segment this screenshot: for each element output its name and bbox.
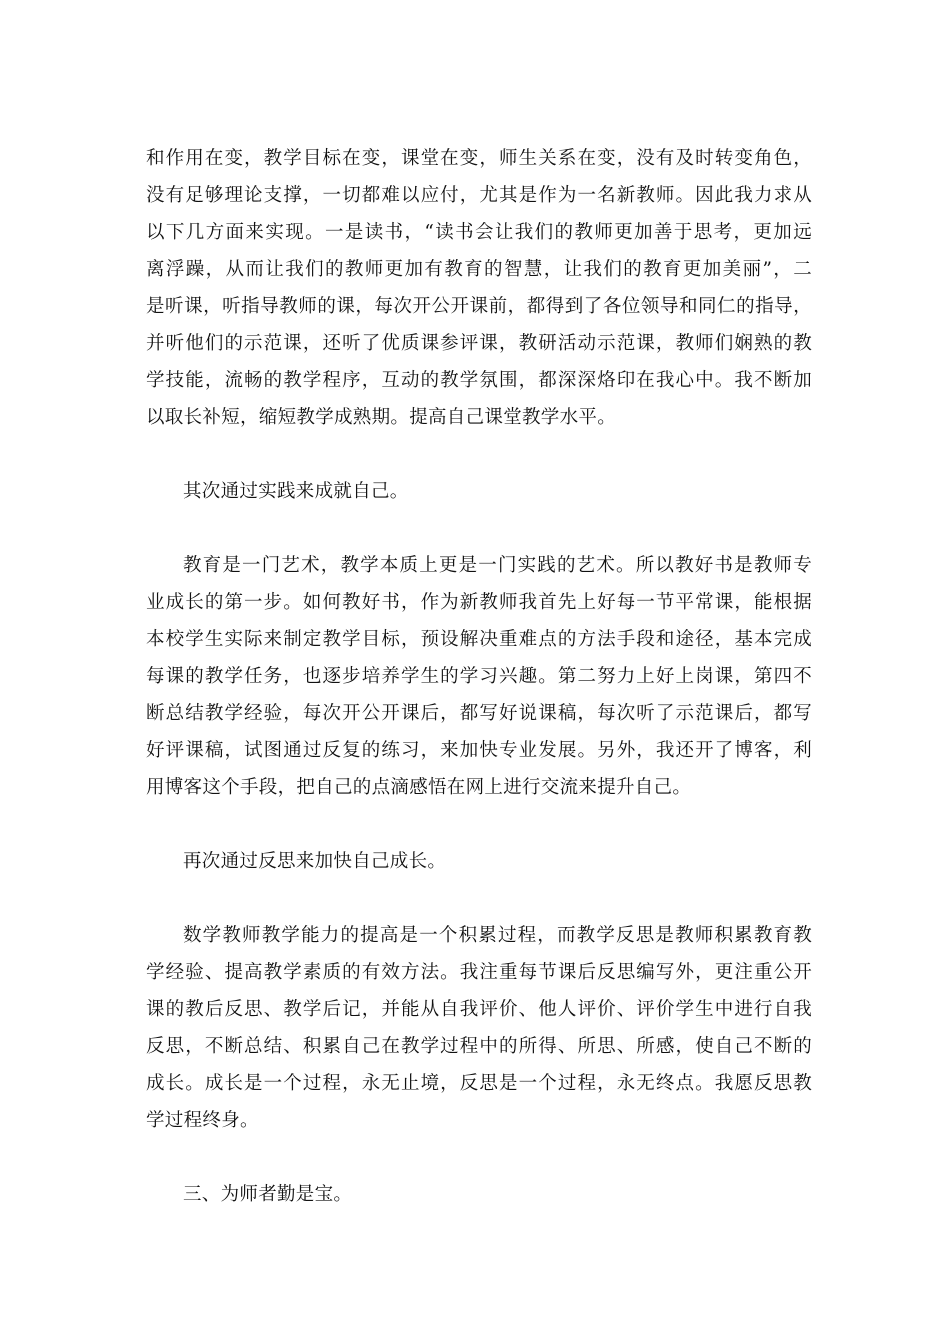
paragraph-gap bbox=[146, 880, 812, 917]
paragraph-gap bbox=[146, 510, 812, 547]
text-line: 反思，不断总结、积累自己在教学过程中的所得、所思、所感，使自己不断的 bbox=[146, 1036, 812, 1057]
paragraph-gap bbox=[146, 436, 812, 473]
heading-diligence bbox=[146, 1176, 812, 1213]
text-line: 用博客这个手段，把自己的点滴感悟在网上进行交流来提升自己。 bbox=[146, 777, 692, 798]
text-line: 并听他们的示范课，还听了优质课参评课，教研活动示范课，教师们娴熟的教 bbox=[146, 333, 812, 354]
text-line: 成长。成长是一个过程，永无止境，反思是一个过程，永无终点。我愿反思教 bbox=[146, 1073, 812, 1094]
text-line: 业成长的第一步。如何教好书，作为新教师我首先上好每一节平常课，能根据 bbox=[146, 592, 812, 613]
text-line: 以下几方面来实现。一是读书，“读书会让我们的教师更加善于思考，更加远 bbox=[146, 222, 812, 243]
text-line: 本校学生实际来制定教学目标，预设解决重难点的方法手段和途径，基本完成 bbox=[146, 629, 812, 650]
heading-practice bbox=[146, 473, 812, 510]
section-heading: 三、为师者勤是宝。 bbox=[183, 1184, 353, 1205]
text-line: 学经验、提高教学素质的有效方法。我注重每节课后反思编写外，更注重公开 bbox=[146, 962, 812, 983]
text-line: 没有足够理论支撑，一切都难以应付，尤其是作为一名新教师。因此我力求从 bbox=[146, 185, 812, 206]
text-line: 数学教师教学能力的提高是一个积累过程，而教学反思是教师积累教育教 bbox=[183, 925, 812, 946]
paragraph-reading-and-observing bbox=[146, 140, 812, 436]
paragraph-reflection bbox=[146, 917, 812, 1139]
text-line: 好评课稿，试图通过反复的练习，来加快专业发展。另外，我还开了博客，利 bbox=[146, 740, 812, 761]
section-heading: 其次通过实践来成就自己。 bbox=[183, 481, 409, 502]
text-line: 离浮躁，从而让我们的教师更加有教育的智慧，让我们的教育更加美丽”，二 bbox=[146, 259, 812, 280]
paragraph-practice bbox=[146, 547, 812, 806]
text-line: 学过程终身。 bbox=[146, 1110, 259, 1131]
paragraph-gap bbox=[146, 1139, 812, 1176]
document-body bbox=[146, 140, 812, 1213]
text-line: 学技能，流畅的教学程序，互动的教学氛围，都深深烙印在我心中。我不断加 bbox=[146, 370, 812, 391]
text-line: 教育是一门艺术，教学本质上更是一门实践的艺术。所以教好书是教师专 bbox=[183, 555, 812, 576]
paragraph-gap bbox=[146, 806, 812, 843]
section-heading: 再次通过反思来加快自己成长。 bbox=[183, 851, 447, 872]
heading-reflection bbox=[146, 843, 812, 880]
text-line: 每课的教学任务，也逐步培养学生的学习兴趣。第二努力上好上岗课，第四不 bbox=[146, 666, 812, 687]
text-line: 以取长补短，缩短教学成熟期。提高自己课堂教学水平。 bbox=[146, 407, 617, 428]
text-line: 断总结教学经验，每次开公开课后，都写好说课稿，每次听了示范课后，都写 bbox=[146, 703, 812, 724]
text-line: 课的教后反思、教学后记，并能从自我评价、他人评价、评价学生中进行自我 bbox=[146, 999, 812, 1020]
text-line: 是听课，听指导教师的课，每次开公开课前，都得到了各位领导和同仁的指导， bbox=[146, 296, 812, 317]
text-line: 和作用在变，教学目标在变，课堂在变，师生关系在变，没有及时转变角色， bbox=[146, 148, 812, 169]
